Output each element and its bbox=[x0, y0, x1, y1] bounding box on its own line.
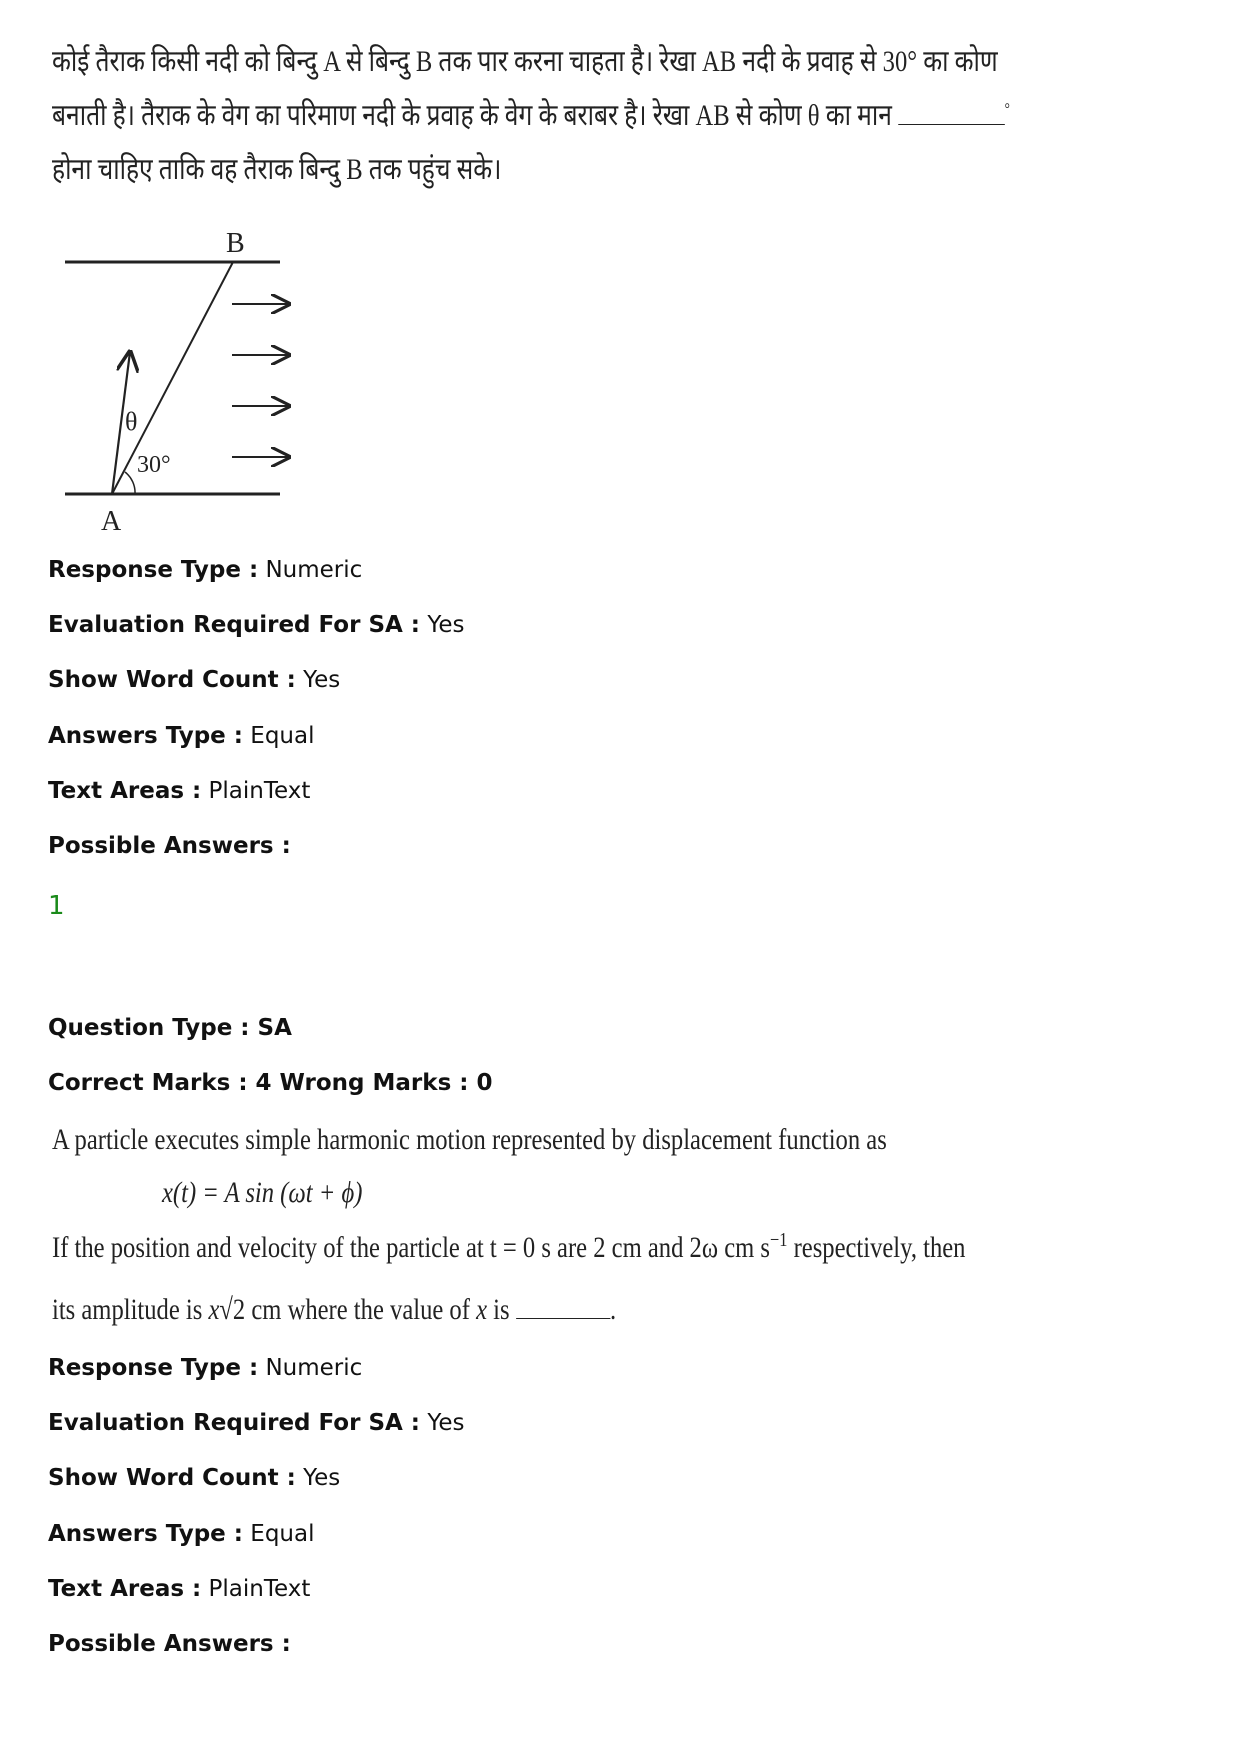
q1-text-line3: होना चाहिए ताकि वह तैराक बिन्दु B तक पहुंच सके। bbox=[52, 153, 502, 186]
q1-text-line2 bbox=[52, 98, 1010, 134]
q1-answer-value: 1 bbox=[48, 891, 65, 921]
q1-text-line2-pre: बनाती है। तैराक के वेग का परिमाण नदी के प्रवाह के वेग के बराबर है। रेखा AB से कोण θ का मान bbox=[52, 99, 892, 132]
q2-response-type: Response Type : Numeric bbox=[48, 1355, 363, 1381]
line-ab bbox=[112, 262, 233, 494]
q2-text-line3: If the position and velocity of the particle at t = 0 s are 2 cm and 2ω cm $s^{-1}$ respectively, then bbox=[52, 1229, 966, 1264]
q1-degree-symbol: ° bbox=[1004, 101, 1010, 118]
label-angle: 30° bbox=[137, 452, 171, 478]
q2-show-word-count: Show Word Count : Yes bbox=[48, 1465, 341, 1491]
q2-text-areas: Text Areas : PlainText bbox=[48, 1576, 311, 1602]
q2-text-line1: A particle executes simple harmonic motion represented by displacement function as bbox=[52, 1123, 887, 1156]
q2-evaluation-required: Evaluation Required For SA : Yes bbox=[48, 1410, 465, 1436]
label-b: B bbox=[226, 228, 245, 259]
q2-possible-answers: Possible Answers : bbox=[48, 1631, 291, 1657]
q1-answer-blank bbox=[898, 98, 1005, 125]
q1-river-diagram bbox=[55, 222, 315, 542]
q2-answers-type: Answers Type : Equal bbox=[48, 1521, 315, 1547]
q1-possible-answers: Possible Answers : bbox=[48, 833, 291, 859]
q1-text-line1: कोई तैराक किसी नदी को बिन्दु A से बिन्दु B तक पार करना चाहता है। रेखा AB नदी के प्रवाह से 30° का कोण bbox=[52, 45, 998, 78]
q2-question-type: Question Type : SA bbox=[48, 1015, 292, 1041]
q2-answer-blank bbox=[516, 1292, 610, 1319]
q2-marks: Correct Marks : 4 Wrong Marks : 0 bbox=[48, 1070, 493, 1096]
q1-evaluation-required: Evaluation Required For SA : Yes bbox=[48, 612, 465, 638]
q1-answers-type: Answers Type : Equal bbox=[48, 723, 315, 749]
q1-show-word-count: Show Word Count : Yes bbox=[48, 667, 341, 693]
q2-text-line4: its amplitude is x√2 cm where the value of x is . bbox=[52, 1293, 617, 1326]
q2-formula: x(t) = A sin (ωt + ϕ) bbox=[162, 1176, 363, 1209]
q1-text-areas: Text Areas : PlainText bbox=[48, 778, 311, 804]
label-theta: θ bbox=[125, 407, 138, 436]
q1-response-type: Response Type : Numeric bbox=[48, 557, 363, 583]
label-a: A bbox=[101, 506, 122, 537]
angle-arc bbox=[125, 472, 135, 494]
